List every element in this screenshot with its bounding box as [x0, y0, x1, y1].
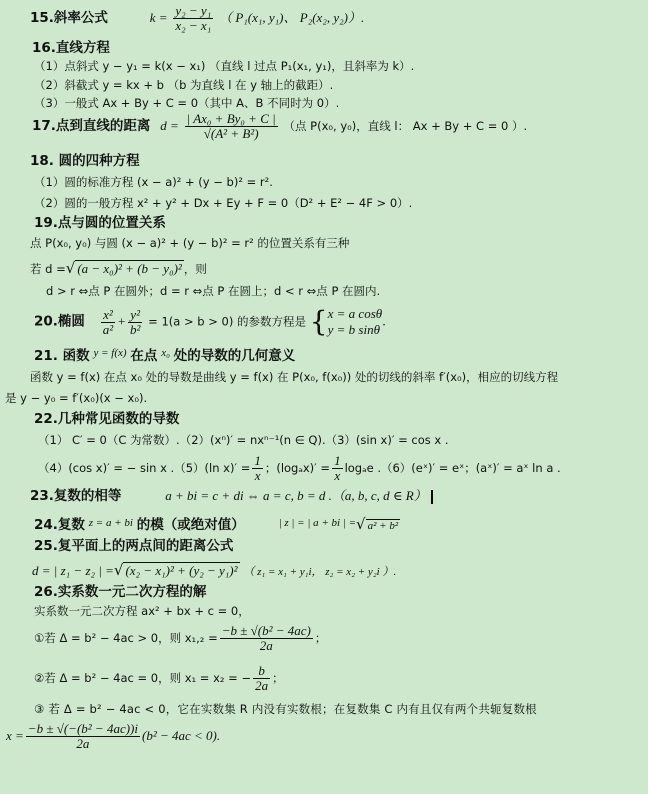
- section-23: [30, 488, 433, 504]
- section-17: [32, 112, 527, 141]
- section-title: 21. 函数: [34, 348, 90, 364]
- formula-text: z = a + bi: [88, 517, 133, 529]
- section-title: 22.几种常见函数的导数: [34, 411, 180, 427]
- text-line: （1）点斜式 y − y₁ = k(x − x₁) （直线 l 过点 P₁(x₁, y₁)，且斜率为 k）.: [34, 59, 415, 73]
- section-title: 16.直线方程: [32, 40, 110, 56]
- fraction: [332, 454, 343, 483]
- section-21-title: [34, 348, 295, 365]
- formula-text: （ z₁ = x₁ + y₁i， z₂ = x₂ + y₂i ）.: [243, 566, 397, 578]
- fraction: [220, 624, 313, 653]
- formula-text: k =: [149, 10, 168, 25]
- fraction: [26, 722, 140, 751]
- fraction: [128, 308, 142, 337]
- section-title: 15.斜率公式: [30, 10, 108, 26]
- denominator: x: [254, 468, 261, 483]
- fraction: [101, 308, 115, 337]
- denominator: x₂ − x₁: [175, 18, 212, 33]
- case-3-formula: [6, 722, 220, 751]
- text-cursor: [431, 490, 433, 504]
- formula-text: y = f(x): [93, 347, 127, 359]
- section-25-body: d = | z₁ − z₂ | =√ (x₂ − x₁)² + (y₂ − y₁)² （ z₁ = x₁ + y₁i， z₂ = x₂ + y₂i ）.: [32, 561, 397, 579]
- formula-text: (b² − 4ac < 0).: [141, 728, 221, 743]
- sqrt-expression: (x₂ − x₁)² + (y₂ − y₁)²: [125, 563, 238, 578]
- denominator: 2a: [259, 638, 273, 653]
- numerator: b: [253, 664, 270, 679]
- section-22-line2: [38, 454, 561, 483]
- section-title: 20.椭圆: [34, 313, 85, 330]
- denominator: x: [334, 468, 341, 483]
- section-title: 18. 圆的四种方程: [30, 153, 140, 169]
- sqrt-expression: a² + b²: [367, 520, 399, 532]
- text-line: （2）圆的一般方程 x² + y² + Dx + Ey + F = 0（D² + E² − 4F > 0）.: [34, 196, 413, 210]
- section-title: 17.点到直线的距离: [32, 118, 151, 134]
- text-fragment: ；(logₐx)′ =: [264, 461, 331, 475]
- formula-text: x =: [6, 728, 24, 743]
- fraction: [253, 664, 270, 693]
- text-line: 是 y − y₀ = f′(x₀)(x − x₀).: [5, 391, 148, 405]
- text-fragment: logₐe .（6）(eˣ)′ = eˣ；(aˣ)′ = aˣ ln a .: [344, 461, 561, 475]
- text-line: 点 P(x₀, y₀) 与圆 (x − a)² + (y − b)² = r² 的位置关系有三种: [30, 236, 350, 250]
- text-line: （2）斜截式 y = kx + b （b 为直线 l 在 y 轴上的截距）.: [34, 78, 334, 92]
- text-line: （1） C′ = 0（C 为常数）.（2）(xⁿ)′ = nxⁿ⁻¹(n ∈ Q).（3）(sin x)′ = cos x .: [38, 433, 449, 447]
- equation-row: x = a cosθ: [327, 306, 383, 321]
- text-line: （3）一般式 Ax + By + C = 0（其中 A、B 不同时为 0）.: [34, 96, 340, 110]
- section-title: 25.复平面上的两点间的距离公式: [34, 538, 234, 554]
- text-line: ③ 若 Δ = b² − 4ac < 0，它在实数集 R 内没有实数根；在复数集 C 内有且仅有两个共轭复数根: [34, 702, 537, 716]
- section-title: 23.复数的相等: [30, 488, 122, 504]
- denominator: 2a: [76, 736, 90, 751]
- text-fragment: ①若 Δ = b² − 4ac > 0，则 x₁,₂ =: [34, 631, 218, 645]
- section-15: [30, 4, 364, 33]
- text-line: d > r ⇔点 P 在圆外；d = r ⇔点 P 在圆上；d < r ⇔点 P 在圆内.: [46, 284, 381, 298]
- numerator: 1: [254, 453, 261, 468]
- fraction: [185, 112, 278, 141]
- section-title-part: 在点: [130, 348, 158, 364]
- section-title: 26.实系数一元二次方程的解: [34, 584, 207, 600]
- formula-text: d =: [160, 118, 179, 133]
- numerator: y²: [128, 308, 142, 323]
- equation-system: [328, 306, 383, 338]
- sqrt-expression: (a − x₀)² + (b − y₀)²: [77, 261, 182, 276]
- section-title: 19.点与圆的位置关系: [34, 215, 166, 231]
- numerator: 1: [334, 453, 341, 468]
- denominator: a²: [102, 321, 114, 337]
- section-24: 24.复数 z = a + bi 的模（或绝对值） | z | = | a + bi | =√ a² + b²: [34, 515, 399, 533]
- formula-text: = 1(a > b > 0) 的参数方程是: [148, 314, 306, 329]
- text-fragment: （4）(cos x)′ = − sin x .（5）(ln x)′ =: [38, 461, 251, 475]
- formula-text: （ P₁(x₁, y₁)、 P₂(x₂, y₂)）.: [219, 10, 365, 25]
- formula-text: | z | = | a + bi | =: [278, 517, 357, 529]
- text-fragment: ；: [272, 671, 284, 685]
- denominator: 2a: [255, 678, 269, 693]
- text-fragment: ②若 Δ = b² − 4ac = 0，则 x₁ = x₂ = −: [34, 671, 252, 685]
- section-title-part: 处的导数的几何意义: [173, 348, 296, 364]
- section-19-line2: 若 d =√ (a − x₀)² + (b − y₀)² ，则: [30, 259, 207, 277]
- numerator: −b ± √(−(b² − 4ac))i: [27, 721, 138, 736]
- numerator: x²: [101, 308, 115, 323]
- text-line: 函数 y = f(x) 在点 x₀ 处的导数是曲线 y = f(x) 在 P(x₀, f(x₀)) 处的切线的斜率 f′(x₀)，相应的切线方程: [30, 370, 559, 384]
- formula-text: d = | z₁ − z₂ | =: [32, 563, 114, 578]
- formula-text: a + bi = c + di ⇔ a = c, b = d .（a, b, c, d ∈ R）: [165, 488, 427, 503]
- numerator: | Ax₀ + By₀ + C |: [186, 111, 276, 126]
- case-2: [34, 664, 284, 693]
- denominator: b²: [129, 321, 141, 337]
- formula-text: x₀: [161, 347, 170, 359]
- text-fragment: ；: [314, 631, 327, 645]
- numerator: y₂ − y₁: [175, 3, 212, 18]
- text-line: 实系数一元二次方程 ax² + bx + c = 0，: [34, 604, 250, 618]
- section-title: 24.复数: [34, 517, 85, 533]
- denominator: √(A² + B²): [203, 126, 259, 141]
- text-fragment: .: [382, 314, 386, 329]
- fraction: [252, 454, 263, 483]
- text-fragment: ，则: [183, 262, 207, 276]
- fraction: [173, 4, 213, 33]
- section-20: 20.椭圆 $\frac{\text{x²}}{\text{a²}}$ + $\frac{\text{y²}}{\text{b²}}$ = 1(a > b > 0) 的参数方程是 { x = a cosθ y = b sinθ .: [34, 305, 386, 338]
- numerator: −b ± √(b² − 4ac): [221, 623, 311, 638]
- text-line: （1）圆的标准方程 (x − a)² + (y − b)² = r².: [34, 175, 273, 189]
- text-fragment: 若 d =: [30, 262, 66, 276]
- formula-text: （点 P(x₀, y₀)，直线 l： Ax + By + C = 0 ）.: [283, 119, 528, 133]
- case-1: [34, 624, 326, 653]
- equation-row: y = b sinθ: [327, 322, 380, 337]
- section-title-part: 的模（或绝对值）: [136, 517, 245, 533]
